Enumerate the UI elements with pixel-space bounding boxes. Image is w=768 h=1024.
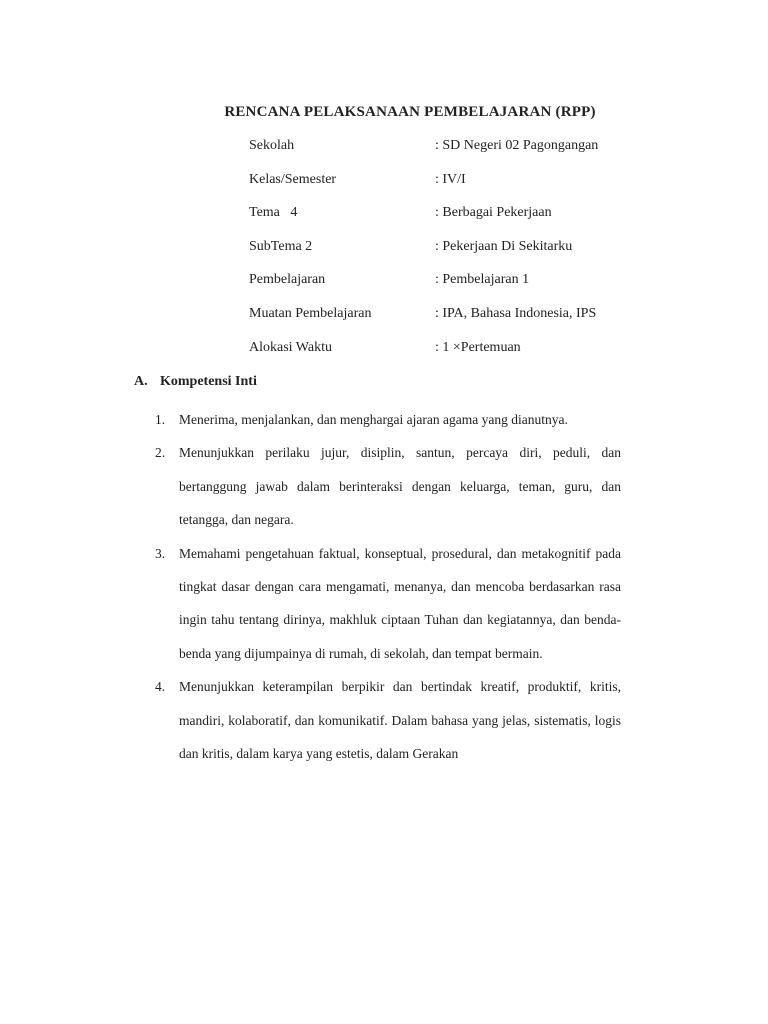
- info-value: : SD Negeri 02 Pagongangan: [435, 138, 599, 153]
- info-label: Pembelajaran: [249, 272, 326, 288]
- list-item-number: 2.: [155, 445, 166, 461]
- info-label: Kelas/Semester: [249, 171, 337, 187]
- identity-table: [249, 134, 649, 369]
- info-label: Muatan Pembelajaran: [249, 305, 372, 321]
- info-label: Sekolah: [249, 138, 295, 153]
- info-value: : Pembelajaran 1: [435, 272, 530, 288]
- section-heading-kompetensi-inti: [134, 370, 257, 394]
- info-value: : IPA, Bahasa Indonesia, IPS: [435, 305, 597, 321]
- info-label: SubTema 2: [249, 238, 313, 254]
- info-row-kelas-semester: [249, 168, 649, 202]
- info-label: Tema 4: [249, 205, 298, 221]
- document-title: RENCANA PELAKSANAAN PEMBELAJARAN (RPP): [224, 104, 596, 120]
- section-letter: A.: [134, 374, 148, 389]
- info-row-tema: [249, 201, 649, 235]
- list-item-text: Menunjukkan perilaku jujur, disiplin, santun, percaya diri, peduli, dan bertanggung jawab dalam berinteraksi dengan keluarga, teman, guru, dan tetangga, dan negara.: [179, 445, 621, 528]
- list-item: [155, 436, 621, 536]
- info-value: : 1 ×Pertemuan: [435, 339, 521, 355]
- list-item: [155, 403, 621, 436]
- list-item-number: 4.: [155, 679, 166, 695]
- info-value: : Berbagai Pekerjaan: [435, 205, 552, 221]
- list-item: [155, 537, 621, 671]
- info-value: : Pekerjaan Di Sekitarku: [435, 238, 573, 254]
- kompetensi-inti-list: [155, 403, 621, 770]
- info-row-subtema: [249, 235, 649, 269]
- list-item-text: Menunjukkan keterampilan berpikir dan bertindak kreatif, produktif, kritis, mandiri, kolaboratif, dan komunikatif. Dalam bahasa yang jelas, sistematis, logis dan kritis, dalam karya yang estetis, dalam Gerakan: [179, 679, 621, 762]
- info-value: : IV/I: [435, 171, 466, 187]
- list-item-text: Memahami pengetahuan faktual, konseptual, prosedural, dan metakognitif pada tingkat dasar dengan cara mengamati, menanya, dan mencoba berdasarkan rasa ingin tahu tentang dirinya, makhluk ciptaan Tuhan dan kegiatannya, dan benda-benda yang dijumpainya di rumah, di sekolah, dan tempat bermain.: [179, 545, 621, 661]
- list-item-number: 3.: [155, 545, 166, 561]
- info-label: Alokasi Waktu: [249, 339, 332, 355]
- info-row-sekolah: [249, 134, 649, 168]
- info-row-alokasi-waktu: [249, 336, 649, 370]
- list-item: [155, 670, 621, 770]
- list-item-number: 1.: [155, 412, 166, 427]
- section-title: Kompetensi Inti: [160, 374, 257, 389]
- info-row-pembelajaran: [249, 268, 649, 302]
- info-row-muatan-pembelajaran: [249, 302, 649, 336]
- list-item-text: Menerima, menjalankan, dan menghargai ajaran agama yang dianutnya.: [179, 412, 568, 427]
